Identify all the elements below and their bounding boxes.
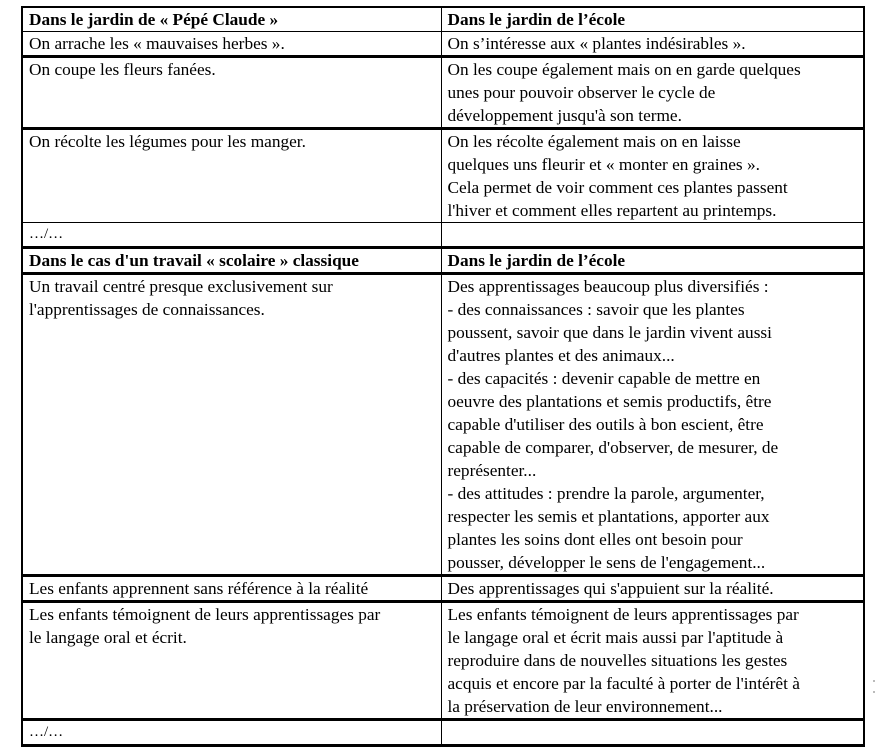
cell-line: représenter... xyxy=(447,461,537,480)
cell-right xyxy=(441,57,864,129)
table-row xyxy=(22,32,864,57)
cell-left: Les enfants apprennent sans référence à la réalité xyxy=(22,576,441,602)
table-row xyxy=(22,576,864,602)
cell-line: pousser, développer le sens de l'engagement... xyxy=(447,553,766,572)
cell-line: le langage oral et écrit mais aussi par l'aptitude à xyxy=(447,628,784,647)
cell-line: Les enfants témoignent de leurs apprentissages par xyxy=(29,605,381,624)
cell-left: On récolte les légumes pour les manger. xyxy=(22,129,441,223)
cell-line: le langage oral et écrit. xyxy=(29,628,187,647)
cell-line: Des apprentissages beaucoup plus diversifiés : xyxy=(447,277,769,296)
cell-line: reproduire dans de nouvelles situations les gestes xyxy=(447,651,788,670)
cell-right: On s’intéresse aux « plantes indésirables ». xyxy=(441,32,864,57)
cell-line: acquis et encore par la faculté à porter de l'intérêt à xyxy=(447,674,800,693)
table-row xyxy=(22,129,864,223)
cell-line: unes pour pouvoir observer le cycle de xyxy=(447,83,716,102)
cell-line: oeuvre des plantations et semis productifs, être xyxy=(447,392,772,411)
continuation-marker: …/… xyxy=(22,720,441,746)
scan-speck xyxy=(873,691,875,693)
table-header-row xyxy=(22,7,864,32)
table-row xyxy=(22,274,864,576)
cell-line: Un travail centré presque exclusivement sur xyxy=(29,277,333,296)
cell-line: Cela permet de voir comment ces plantes passent xyxy=(447,178,788,197)
empty-cell xyxy=(441,720,864,746)
cell-line: l'apprentissages de connaissances. xyxy=(29,300,265,319)
cell-line: - des connaissances : savoir que les plantes xyxy=(447,300,745,319)
scan-speck xyxy=(873,680,875,682)
header-jardin-ecole: Dans le jardin de l’école xyxy=(441,248,864,274)
table-row xyxy=(22,57,864,129)
cell-line: poussent, savoir que dans le jardin vivent aussi xyxy=(447,323,772,342)
cell-line: On les coupe également mais on en garde quelques xyxy=(447,60,801,79)
cell-line: l'hiver et comment elles repartent au printemps. xyxy=(447,201,777,220)
comparison-table xyxy=(21,6,865,747)
cell-line: capable d'utiliser des outils à bon escient, être xyxy=(447,415,764,434)
header-travail-scolaire: Dans le cas d'un travail « scolaire » classique xyxy=(22,248,441,274)
cell-right xyxy=(441,274,864,576)
header-pepe-claude: Dans le jardin de « Pépé Claude » xyxy=(22,7,441,32)
cell-line: respecter les semis et plantations, apporter aux xyxy=(447,507,770,526)
cell-right xyxy=(441,129,864,223)
header-jardin-ecole: Dans le jardin de l’école xyxy=(441,7,864,32)
empty-cell xyxy=(441,223,864,248)
continuation-marker: …/… xyxy=(22,223,441,248)
continuation-row xyxy=(22,720,864,746)
table-row xyxy=(22,602,864,720)
cell-left xyxy=(22,274,441,576)
cell-line: - des capacités : devenir capable de mettre en xyxy=(447,369,761,388)
cell-line: d'autres plantes et des animaux... xyxy=(447,346,675,365)
cell-left: On coupe les fleurs fanées. xyxy=(22,57,441,129)
cell-left xyxy=(22,602,441,720)
cell-line: capable de comparer, d'observer, de mesurer, de xyxy=(447,438,779,457)
cell-right: Des apprentissages qui s'appuient sur la réalité. xyxy=(441,576,864,602)
cell-line: - des attitudes : prendre la parole, argumenter, xyxy=(447,484,765,503)
continuation-row xyxy=(22,223,864,248)
table-header-row xyxy=(22,248,864,274)
cell-right xyxy=(441,602,864,720)
cell-left: On arrache les « mauvaises herbes ». xyxy=(22,32,441,57)
cell-line: la préservation de leur environnement... xyxy=(447,697,723,716)
cell-line: quelques uns fleurir et « monter en graines ». xyxy=(447,155,760,174)
cell-line: On les récolte également mais on en laisse xyxy=(447,132,741,151)
cell-line: plantes les soins dont elles ont besoin pour xyxy=(447,530,743,549)
cell-line: développement jusqu'à son terme. xyxy=(447,106,682,125)
cell-line: Les enfants témoignent de leurs apprentissages par xyxy=(447,605,799,624)
